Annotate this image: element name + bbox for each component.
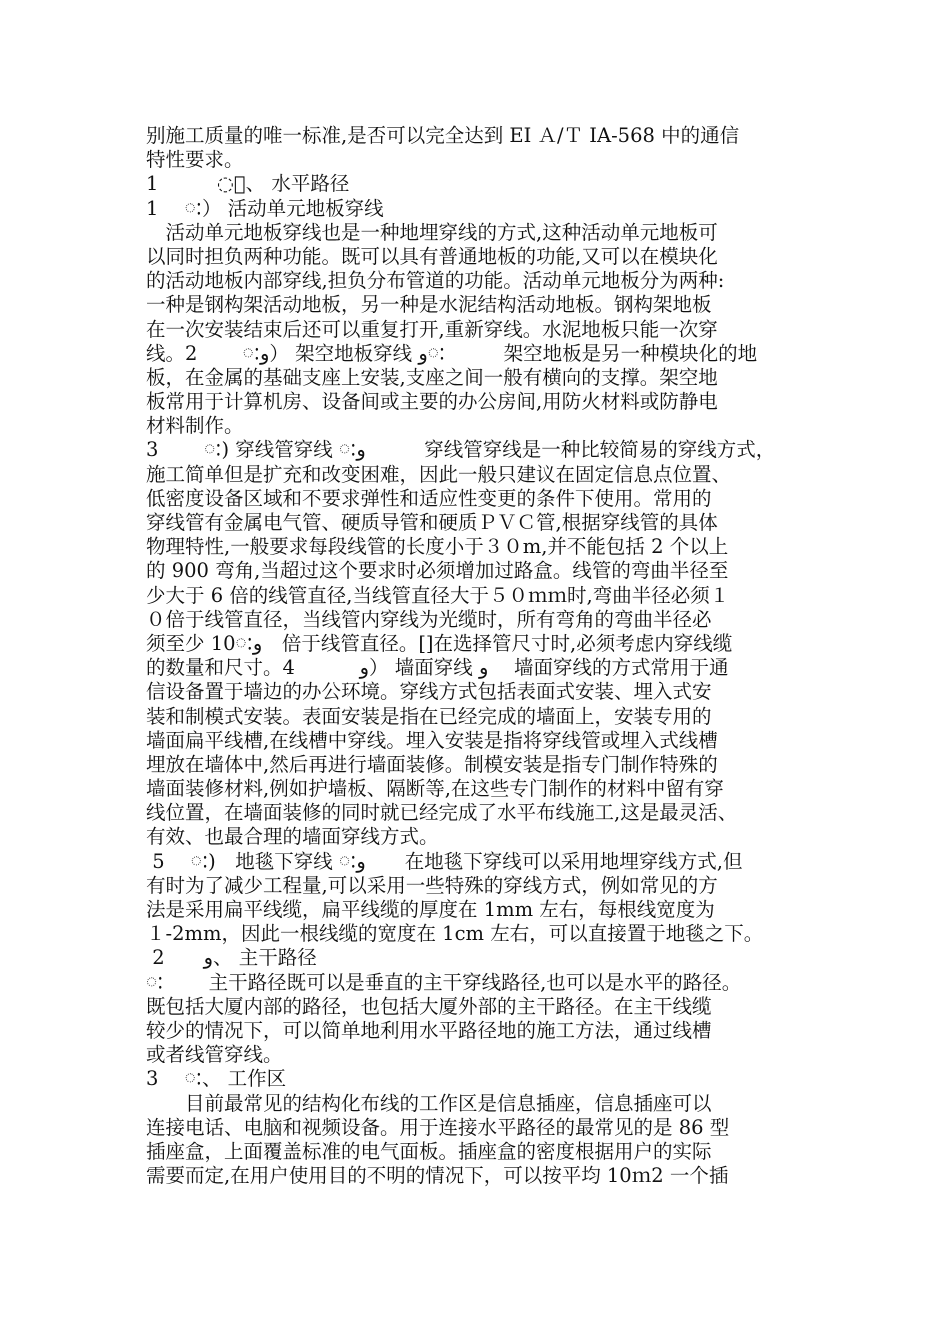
text-line: 施工简单但是扩充和改变困难，因此一般只建议在固定信息点位置、 xyxy=(146,462,732,486)
text-line: 特性要求。 xyxy=(146,148,244,172)
section-heading: 2 و、 主干路径 xyxy=(146,946,317,970)
text-line: 在一次安装结束后还可以重复打开,重新穿线。水泥地板只能一次穿 xyxy=(146,317,718,341)
text-line: 装和制模式安装。表面安装是指在已经完成的墙面上，安装专用的 xyxy=(146,704,712,728)
text-line: 较少的情况下，可以简单地利用水平路径地的施工方法，通过线槽 xyxy=(146,1018,712,1042)
text-line: 目前最常见的结构化布线的工作区是信息插座，信息插座可以 xyxy=(146,1091,712,1115)
text-line: 少大于 6 倍的线管直径,当线管直径大于５０ｍｍ时,弯曲半径必须１ xyxy=(146,583,730,607)
text-line: 的活动地板内部穿线,担负分布管道的功能。活动单元地板分为两种: xyxy=(146,269,725,293)
text-line: 穿线管有金属电气管、硬质导管和硬质ＰＶＣ管,根据穿线管的具体 xyxy=(146,511,718,534)
text-line: １-2mm，因此一根线缆的宽度在 1cm 左右，可以直接置于地毯之下。 xyxy=(146,922,764,946)
text-line: 线。2 ៈو） 架空地板穿线 وៈ 架空地板是另一种模块化的地 xyxy=(146,341,758,365)
text-line: 物理特性,一般要求每段线管的长度小于３０m,并不能包括 2 个以上 xyxy=(146,535,729,559)
text-line: 埋放在墙体中,然后再进行墙面装修。制模安装是指专门制作特殊的 xyxy=(146,752,718,776)
text-line: 墙面装修材料,例如护墙板、隔断等,在这些专门制作的材料中留有穿 xyxy=(146,777,724,801)
document-body xyxy=(146,124,826,1188)
subsection-heading: 1 ៈ） 活动单元地板穿线 xyxy=(146,196,384,220)
text-line: 有时为了减少工程量,可以采用一些特殊的穿线方式，例如常见的方 xyxy=(146,873,718,897)
text-line: 法是采用扁平线缆，扁平线缆的厚度在 1mm 左右，每根线宽度为 xyxy=(146,898,715,921)
text-line: ៈ 主干路径既可以是垂直的主干穿线路径,也可以是水平的路径。 xyxy=(146,970,742,994)
text-line: 活动单元地板穿线也是一种地埋穿线的方式,这种活动单元地板可 xyxy=(146,220,718,244)
section-heading: 1 ៈ、 水平路径 xyxy=(146,172,350,196)
text-line: 连接电话、电脑和视频设备。用于连接水平路径的最常见的是 86 型 xyxy=(146,1115,730,1139)
text-line: 的 900 弯角,当超过这个要求时必须增加过路盒。线管的弯曲半径至 xyxy=(146,559,729,583)
text-line: 有效、也最合理的墙面穿线方式。 xyxy=(146,825,439,849)
text-line: 信设备置于墙边的办公环境。穿线方式包括表面式安装、埋入式安 xyxy=(146,680,712,704)
text-line: 材料制作。 xyxy=(146,414,244,438)
text-line: 需要而定,在用户使用目的不明的情况下，可以按平均 10ｍ2 一个插 xyxy=(146,1164,729,1188)
section-heading: 3 ៈ、 工作区 xyxy=(146,1067,287,1091)
text-line: 的数量和尺寸。4 و） 墙面穿线 و 墙面穿线的方式常用于通 xyxy=(146,656,729,680)
text-line: 低密度设备区域和不要求弹性和适应性变更的条件下使用。常用的 xyxy=(146,486,712,510)
text-line: 板，在金属的基础支座上安装,支座之间一般有横向的支撑。架空地 xyxy=(146,365,718,389)
text-line: 以同时担负两种功能。既可以具有普通地板的功能,又可以在模块化 xyxy=(146,244,718,268)
text-line: 5 ៈ) 地毯下穿线 ៈو 在地毯下穿线可以采用地埋穿线方式,但 xyxy=(146,849,743,873)
text-line: 既包括大厦内部的路径，也包括大厦外部的主干路径。在主干线缆 xyxy=(146,994,712,1018)
text-line: 板常用于计算机房、设备间或主要的办公房间,用防火材料或防静电 xyxy=(146,390,718,414)
text-line: 须至少 10ៈو 倍于线管直径。[]在选择管尺寸时,必须考虑内穿线缆 xyxy=(146,631,733,655)
text-line: ０倍于线管直径，当线管内穿线为光缆时，所有弯角的弯曲半径必 xyxy=(146,607,712,631)
text-line: 或者线管穿线。 xyxy=(146,1043,283,1067)
text-line: 3 ៈ) 穿线管穿线 ៈو 穿线管穿线是一种比较简易的穿线方式， xyxy=(146,438,776,462)
text-line: 一种是钢构架活动地板，另一种是水泥结构活动地板。钢构架地板 xyxy=(146,293,712,317)
text-line: 线位置，在墙面装修的同时就已经完成了水平布线施工,这是最灵活、 xyxy=(146,801,738,825)
text-line: 墙面扁平线槽,在线槽中穿线。埋入安装是指将穿线管或埋入式线槽 xyxy=(146,728,718,752)
text-line: 别施工质量的唯一标准,是否可以完全达到 EI Ａ/Ｔ IA-568 中的通信 xyxy=(146,124,740,147)
text-line: 插座盒，上面覆盖标准的电气面板。插座盒的密度根据用户的实际 xyxy=(146,1139,712,1163)
